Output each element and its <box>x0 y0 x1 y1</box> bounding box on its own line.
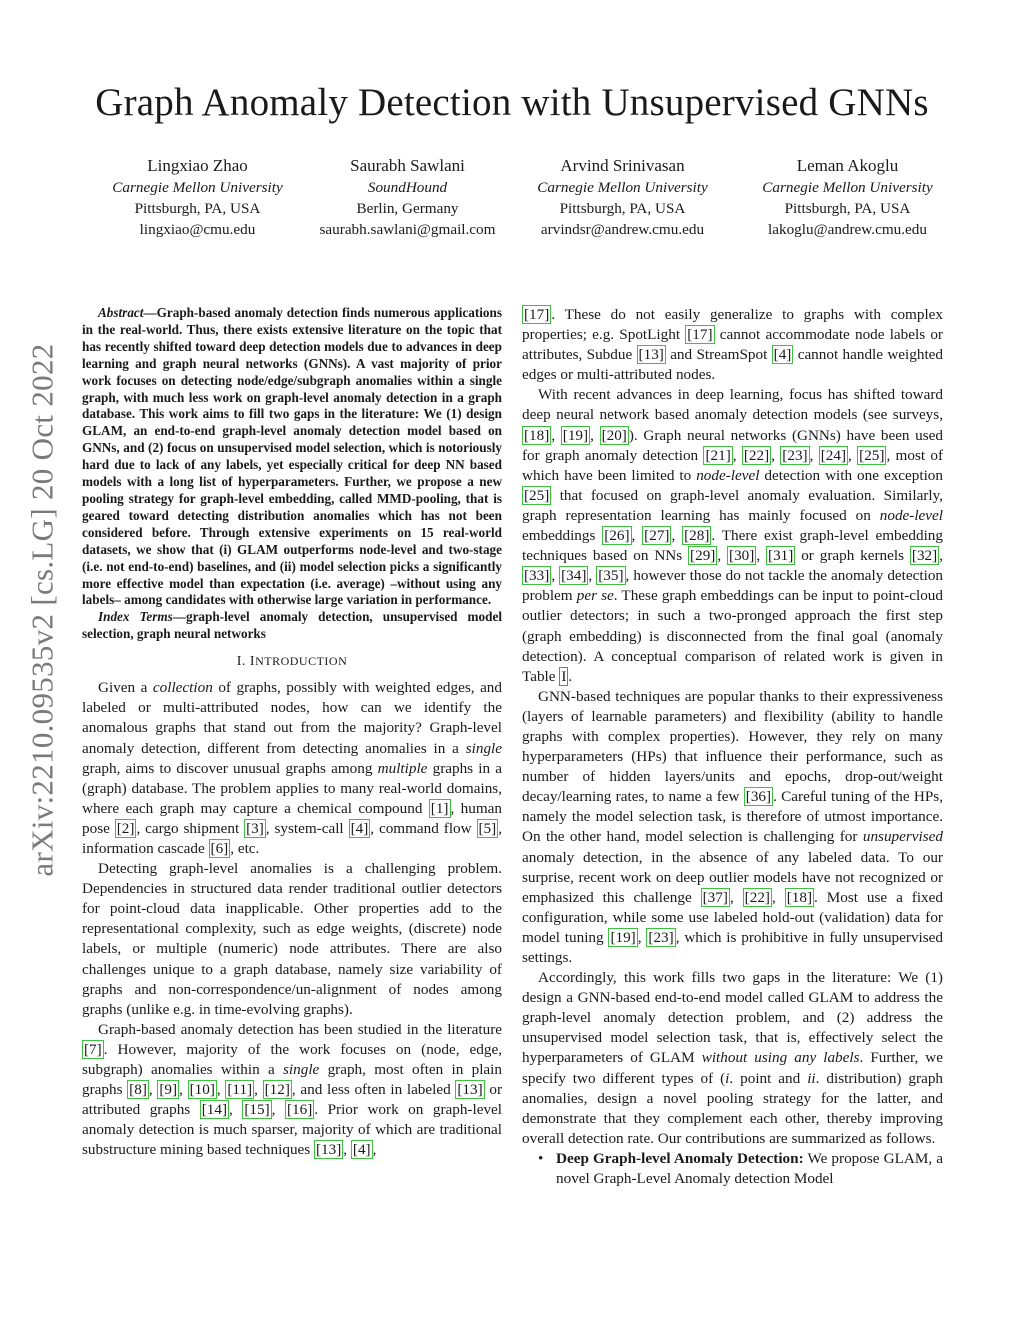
index-terms: Index Terms—graph-level anomaly detection, unsupervised model selection, graph neural networks <box>82 609 502 642</box>
intro-paragraph-6: Accordingly, this work fills two gaps in the literature: We (1) design a GNN-based end-to-end model called GLAM to address the graph-level anomaly detection problem, and (2) address the unsupervised model selection task, that is, effectively select the hyperparameters of GLAM without using any labels. Further, we specify two different types of (i. point and ii. distribution) graph anomalies, design a novel pooling strategy for the latter, and demonstrate that they complement each other, thereby improving overall detection rate. Our contributions are summarized as follows. <box>522 969 944 1147</box>
intro-paragraph-5: GNN-based techniques are popular thanks to their expressiveness (layers of learnable parameters) and flexibility (ability to handle graphs with complex properties). However, they rely on many hyperparameters (HPs) that influence their performance, such as number of hidden layers/units and epochs, drop-out/weight decay/learning rates, to name a few [36] . Careful tuning of the HPs, namely the model selection task, is therefore of utmost importance. On the other hand, model selection is challenging for unsupervised anomaly detection, in the absence of any labeled data. To our surprise, recent work on deep outlier models have not recognized or emphasized this challenge [37] , [22] , [18] . Most use a fixed configuration, while some use labeled hold-out (validation) data for model tuning [19] , [23] , which is prohibitive in fully unsupervised settings. <box>522 687 944 966</box>
arxiv-identifier: arXiv:2210.09535v2 [cs.LG] 20 Oct 2022 <box>25 343 60 877</box>
author-3: Arvind Srinivasan Carnegie Mellon University Pittsburgh, PA, USA arvindsr@andrew.cmu.edu <box>537 156 708 238</box>
left-column <box>82 305 502 1160</box>
author-1: Lingxiao Zhao Carnegie Mellon University Pittsburgh, PA, USA lingxiao@cmu.edu <box>112 156 283 238</box>
paper-title: Graph Anomaly Detection with Unsupervised GNNs <box>95 81 929 124</box>
right-column <box>522 305 943 1189</box>
contribution-list <box>522 1149 943 1189</box>
intro-paragraph-4: With recent advances in deep learning, focus has shifted toward deep neural network based anomaly detection models (see surveys, [18] , [19] , [20] ). Graph neural networks (GNNs) have been used for graph anomaly detection [21] , [22] , [23] , [24] , [25] , most of which have been limited to node-level detection with one exception [25] that focused on graph-level anomaly evaluation. Similarly, graph representation learning has mainly focused on node-level embeddings [26] , [27] , [28] . There exist graph-level embedding techniques based on NNs [29] , [30] , [31] or graph kernels [32] , [33] , [34] , [35] , however those do not tackle the anomaly detection problem per se. These graph embeddings can be input to point-cloud outlier detectors; in such a two-pronged approach the first step (graph embedding) is disconnected from the final goal (anomaly detection). A conceptual comparison of related work is given in Table I . <box>522 386 944 685</box>
intro-paragraph-3: Graph-based anomaly detection has been studied in the literature [7] . However, majority of the work focuses on (node, edge, subgraph) anomalies within a single graph, most often in plain graphs [8] , [9] , [10] , [11] , [12] , and less often in labeled [13] or attributed graphs [14] , [15] , [16] . Prior work on graph-level anomaly detection is much sparser, majority of which are traditional substructure mining based techniques [13] , [4] , <box>82 1020 503 1159</box>
author-2: Saurabh Sawlani SoundHound Berlin, Germany saurabh.sawlani@gmail.com <box>319 156 496 238</box>
section-heading-introduction: I. INTRODUCTION <box>236 654 348 670</box>
list-item: • Deep Graph-level Anomaly Detection: We propose GLAM, a novel Graph-Level Anomaly detection Model <box>556 1149 943 1189</box>
abstract: Abstract—Graph-based anomaly detection finds numerous applications in the real-world. Thus, there exists extensive literature on the topic that has recently shifted toward deep detection models due to advances in deep learning and graph neural networks (GNNs). A vast majority of prior work focuses on detecting node/edge/subgraph anomalies within a single graph, with much less work on graph-level anomaly detection in a graph database. This work aims to fill two gaps in the literature: We (1) design GLAM, an end-to-end graph-level anomaly detection model based on GNNs, and (2) focus on unsupervised model selection, which is notoriously hard due to lack of any labels, yet especially critical for deep NN based models with a long list of hyperparameters. Further, we propose a new pooling strategy for graph-level embedding, called MMD-pooling, that is geared toward detecting distribution anomalies which has not been considered before. Through extensive experiments on 15 real-world datasets, we show that (i) GLAM outperforms node-level and two-stage (i.e. not end-to-end) baselines, and (ii) model selection picks a significantly more effective model than expectation (i.e. average) –without using any labels– among candidates with otherwise large variation in performance. <box>82 305 502 608</box>
author-block <box>80 155 950 240</box>
intro-paragraph-3-continued: [17] . These do not easily generalize to graphs with complex properties; e.g. SpotLight [17] cannot accommodate node labels or attributes, Subdue [13] and StreamSpot [4] cannot handle weighted edges or multi-attributed nodes. <box>522 306 944 384</box>
intro-paragraph-1: Given a collection of graphs, possibly with weighted edges, and labeled or multi-attributed nodes, how can we identify the anomalous graphs that stand out from the majority? Graph-level anomaly detection, different from detecting anomalies in a single graph, aims to discover unusual graphs among multiple graphs in a (graph) database. The problem applies to many real-world domains, where each graph may capture a chemical compound [1] , human pose [2] , cargo shipment [3] , system-call [4] , command flow [5] , information cascade [6] , etc. <box>82 679 503 857</box>
author-4: Leman Akoglu Carnegie Mellon University Pittsburgh, PA, USA lakoglu@andrew.cmu.edu <box>762 156 933 238</box>
intro-paragraph-2: Detecting graph-level anomalies is a challenging problem. Dependencies in structured data render traditional outlier detectors for point-cloud data inapplicable. Other properties add to the representational complexity, such as edge weights, (discrete) node labels, or multiple (numeric) node attributes. There are also challenges unique to a graph database, namely size variability of graphs and non-correspondence/un-alignment of nodes among graphs (unlike e.g. in time-evolving graphs). <box>82 860 502 1018</box>
